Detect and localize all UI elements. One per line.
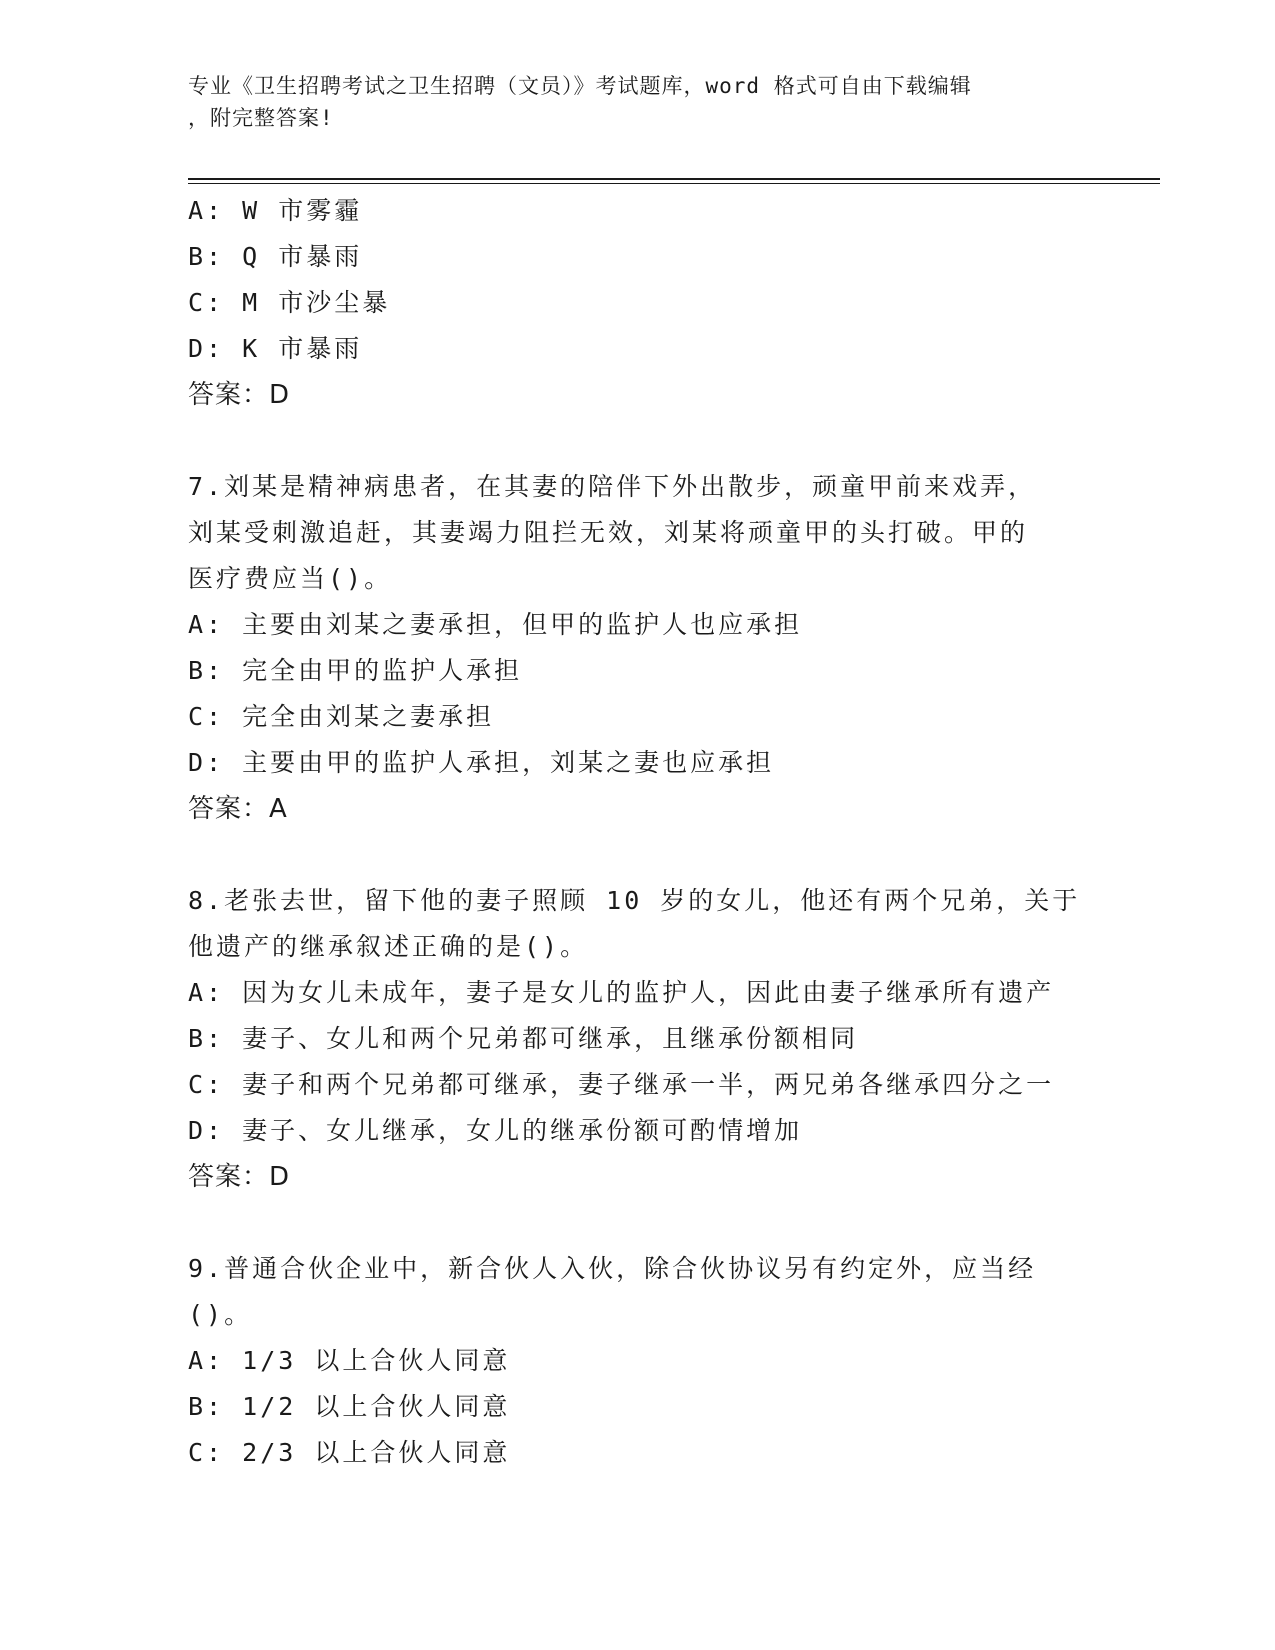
question-block-continued — [188, 188, 1088, 418]
answer-line: 答案：D — [188, 1162, 291, 1192]
question-stem-line: ()。 — [188, 1300, 253, 1329]
option-d: D: K 市暴雨 — [188, 334, 363, 363]
spacer — [188, 418, 1088, 464]
question-stem-line: 9.普通合伙企业中，新合伙人入伙，除合伙协议另有约定外，应当经 — [188, 1254, 1037, 1283]
option-b: B: 1/2 以上合伙人同意 — [188, 1392, 511, 1421]
option-c: C: 完全由刘某之妻承担 — [188, 702, 495, 731]
document-header — [188, 70, 1068, 134]
question-stem-line: 医疗费应当()。 — [188, 564, 393, 593]
question-stem-line: 8.老张去世，留下他的妻子照顾 10 岁的女儿，他还有两个兄弟，关于 — [188, 886, 1081, 915]
option-c: C: 2/3 以上合伙人同意 — [188, 1438, 511, 1467]
option-a: A: 主要由刘某之妻承担，但甲的监护人也应承担 — [188, 610, 803, 639]
answer-line: 答案：D — [188, 380, 291, 410]
option-a: A: W 市雾霾 — [188, 196, 363, 225]
option-a: A: 因为女儿未成年，妻子是女儿的监护人，因此由妻子继承所有遗产 — [188, 978, 1055, 1007]
option-d: D: 妻子、女儿继承，女儿的继承份额可酌情增加 — [188, 1116, 803, 1145]
option-b: B: Q 市暴雨 — [188, 242, 363, 271]
option-a: A: 1/3 以上合伙人同意 — [188, 1346, 511, 1375]
answer-line: 答案：A — [188, 794, 288, 824]
header-rule-thick — [188, 178, 1160, 180]
header-line-2: ，附完整答案! — [188, 106, 334, 130]
question-stem-line: 刘某受刺激追赶，其妻竭力阻拦无效，刘某将顽童甲的头打破。甲的 — [188, 518, 1029, 547]
option-c: C: M 市沙尘暴 — [188, 288, 391, 317]
question-list — [188, 188, 1088, 1476]
question-stem-line: 7.刘某是精神病患者，在其妻的陪伴下外出散步，顽童甲前来戏弄， — [188, 472, 1037, 501]
header-line-1: 专业《卫生招聘考试之卫生招聘（文员）》考试题库，word 格式可自由下载编辑 — [188, 74, 972, 98]
option-c: C: 妻子和两个兄弟都可继承，妻子继承一半，两兄弟各继承四分之一 — [188, 1070, 1055, 1099]
option-b: B: 妻子、女儿和两个兄弟都可继承，且继承份额相同 — [188, 1024, 859, 1053]
question-8 — [188, 878, 1088, 1200]
question-9 — [188, 1246, 1088, 1476]
question-stem-line: 他遗产的继承叙述正确的是()。 — [188, 932, 589, 961]
spacer — [188, 1200, 1088, 1246]
spacer — [188, 832, 1088, 878]
header-rule-thin — [188, 183, 1160, 184]
question-7 — [188, 464, 1088, 832]
option-b: B: 完全由甲的监护人承担 — [188, 656, 523, 685]
option-d: D: 主要由甲的监护人承担，刘某之妻也应承担 — [188, 748, 775, 777]
